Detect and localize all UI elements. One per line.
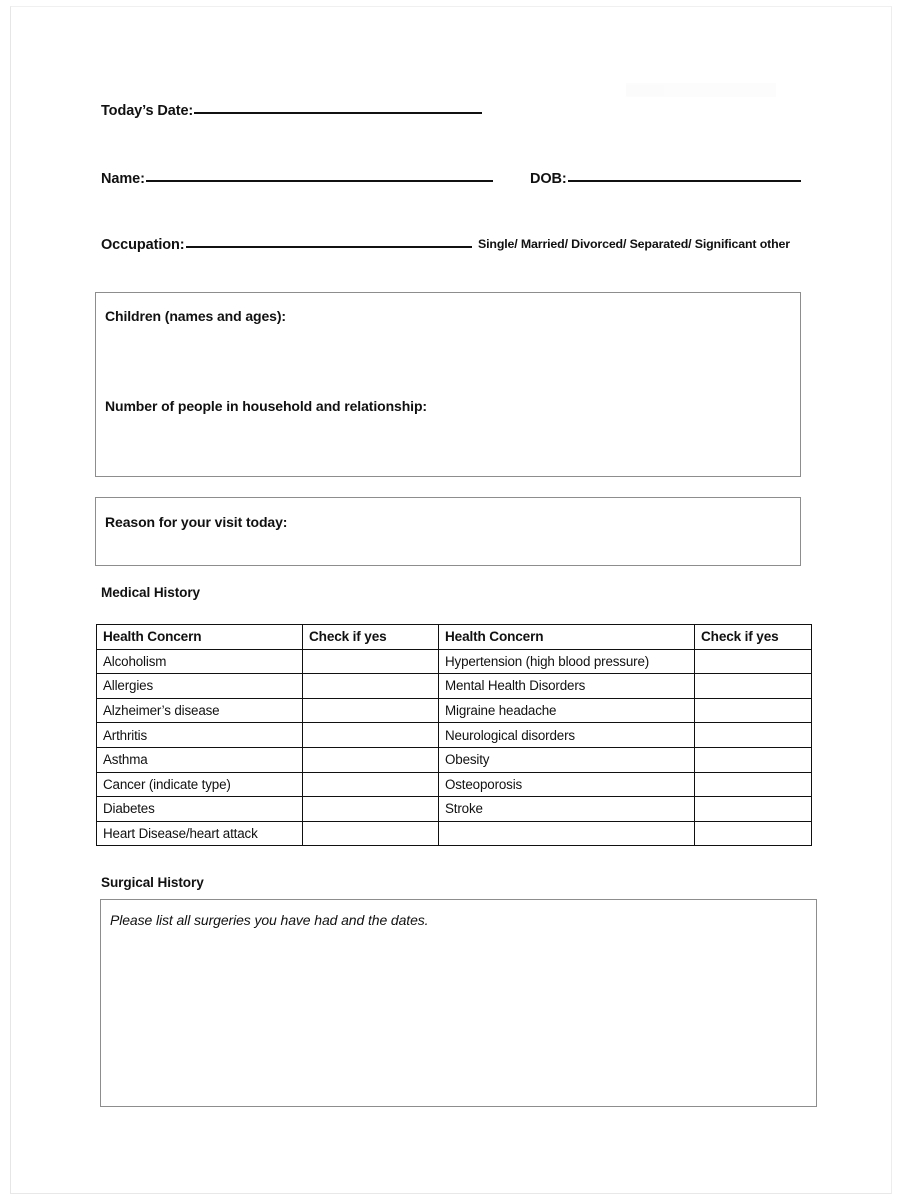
checkbox-cell-right[interactable] bbox=[695, 747, 812, 772]
surgical-history-instruction: Please list all surgeries you have had and the dates. bbox=[110, 912, 429, 928]
concern-right: Migraine headache bbox=[439, 698, 695, 723]
table-row bbox=[97, 674, 812, 699]
reason-for-visit-box[interactable] bbox=[95, 497, 801, 566]
dob-field[interactable] bbox=[530, 171, 801, 187]
header-health-concern-left: Health Concern bbox=[97, 625, 303, 650]
concern-right: Stroke bbox=[439, 797, 695, 822]
header-check-if-yes-right: Check if yes bbox=[695, 625, 812, 650]
dob-label: DOB: bbox=[530, 171, 567, 187]
todays-date-field[interactable] bbox=[101, 103, 482, 119]
name-label: Name: bbox=[101, 171, 145, 187]
concern-left: Alcoholism bbox=[97, 649, 303, 674]
table-row bbox=[97, 698, 812, 723]
concern-left: Diabetes bbox=[97, 797, 303, 822]
reason-for-visit-label: Reason for your visit today: bbox=[105, 514, 288, 530]
checkbox-cell-left[interactable] bbox=[303, 821, 439, 846]
concern-left: Alzheimer’s disease bbox=[97, 698, 303, 723]
checkbox-cell-right[interactable] bbox=[695, 649, 812, 674]
concern-left: Arthritis bbox=[97, 723, 303, 748]
concern-left: Cancer (indicate type) bbox=[97, 772, 303, 797]
checkbox-cell-left[interactable] bbox=[303, 649, 439, 674]
concern-right: Mental Health Disorders bbox=[439, 674, 695, 699]
occupation-field[interactable] bbox=[101, 237, 472, 253]
checkbox-cell-left[interactable] bbox=[303, 674, 439, 699]
scan-watermark-artifact bbox=[626, 83, 776, 97]
children-label: Children (names and ages): bbox=[105, 308, 286, 324]
todays-date-label: Today’s Date: bbox=[101, 103, 194, 119]
table-header-row bbox=[97, 625, 812, 650]
checkbox-cell-left[interactable] bbox=[303, 723, 439, 748]
concern-right: Osteoporosis bbox=[439, 772, 695, 797]
table-row bbox=[97, 649, 812, 674]
concern-right: Obesity bbox=[439, 747, 695, 772]
name-input-rule[interactable] bbox=[146, 180, 493, 182]
concern-right: Neurological disorders bbox=[439, 723, 695, 748]
concern-right: Hypertension (high blood pressure) bbox=[439, 649, 695, 674]
name-field[interactable] bbox=[101, 171, 493, 187]
medical-history-table-body bbox=[97, 649, 812, 846]
concern-left: Asthma bbox=[97, 747, 303, 772]
marital-status-options[interactable]: Single/ Married/ Divorced/ Separated/ Significant other bbox=[478, 237, 790, 251]
medical-history-table bbox=[96, 624, 812, 846]
checkbox-cell-right[interactable] bbox=[695, 797, 812, 822]
household-count-label: Number of people in household and relationship: bbox=[105, 398, 427, 414]
form-page bbox=[10, 6, 892, 1194]
checkbox-cell-right[interactable] bbox=[695, 723, 812, 748]
todays-date-input-rule[interactable] bbox=[194, 112, 482, 114]
header-health-concern-right: Health Concern bbox=[439, 625, 695, 650]
checkbox-cell-left[interactable] bbox=[303, 747, 439, 772]
concern-left: Heart Disease/heart attack bbox=[97, 821, 303, 846]
table-row bbox=[97, 747, 812, 772]
checkbox-cell-right[interactable] bbox=[695, 698, 812, 723]
checkbox-cell-right[interactable] bbox=[695, 821, 812, 846]
checkbox-cell-right[interactable] bbox=[695, 772, 812, 797]
table-row bbox=[97, 772, 812, 797]
header-check-if-yes-left: Check if yes bbox=[303, 625, 439, 650]
table-row bbox=[97, 821, 812, 846]
occupation-label: Occupation: bbox=[101, 237, 185, 253]
checkbox-cell-left[interactable] bbox=[303, 698, 439, 723]
checkbox-cell-right[interactable] bbox=[695, 674, 812, 699]
occupation-input-rule[interactable] bbox=[186, 246, 472, 248]
table-row bbox=[97, 797, 812, 822]
checkbox-cell-left[interactable] bbox=[303, 772, 439, 797]
household-box[interactable] bbox=[95, 292, 801, 477]
concern-left: Allergies bbox=[97, 674, 303, 699]
surgical-history-box[interactable] bbox=[100, 899, 817, 1107]
table-row bbox=[97, 723, 812, 748]
surgical-history-heading: Surgical History bbox=[101, 875, 204, 890]
medical-history-heading: Medical History bbox=[101, 585, 200, 600]
dob-input-rule[interactable] bbox=[568, 180, 801, 182]
checkbox-cell-left[interactable] bbox=[303, 797, 439, 822]
concern-right bbox=[439, 821, 695, 846]
